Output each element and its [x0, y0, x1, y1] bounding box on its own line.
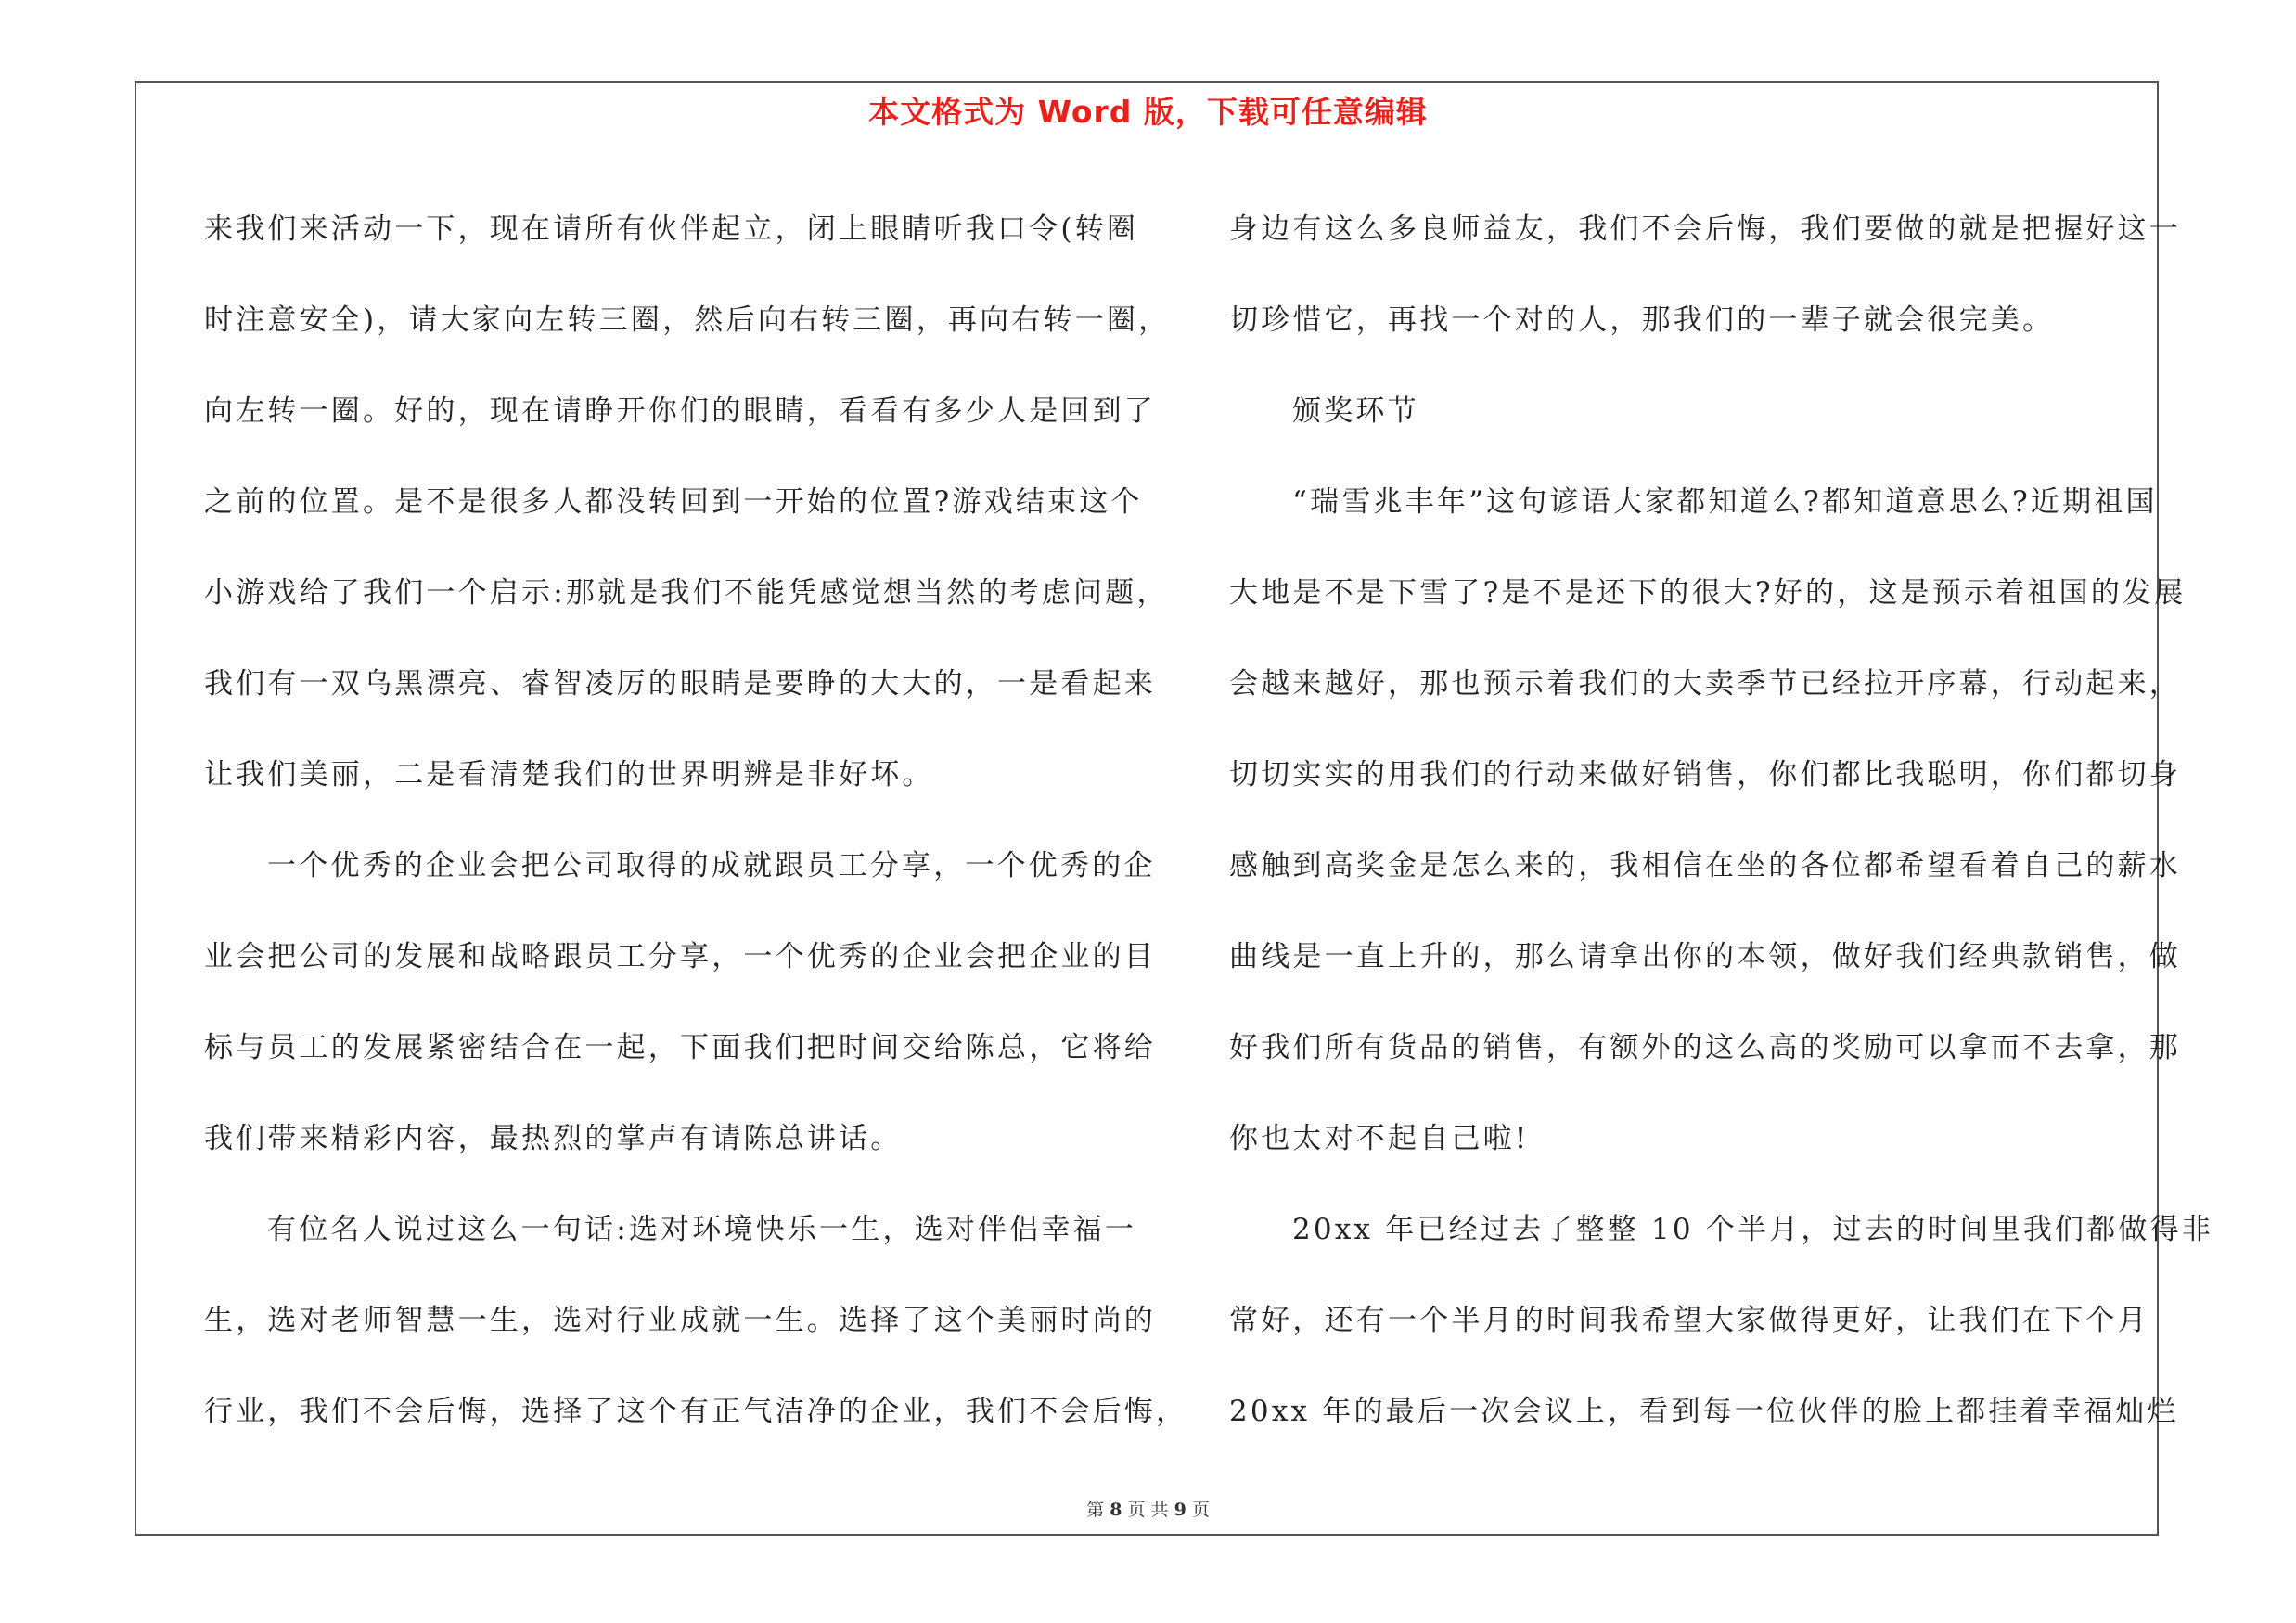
footer-suffix: 页 [1191, 1500, 1210, 1520]
word-format-banner: 本文格式为 Word 版，下载可任意编辑 [868, 94, 1428, 130]
text-line: 切切实实的用我们的行动来做好销售，你们都比我聪明，你们都切身 [1229, 758, 2181, 792]
text-line: 好我们所有货品的销售，有额外的这么高的奖励可以拿而不去拿，那 [1229, 1031, 2181, 1064]
footer-prefix: 第 [1086, 1500, 1105, 1520]
current-page-number: 8 [1110, 1500, 1122, 1520]
text-line: 业会把公司的发展和战略跟员工分享，一个优秀的企业会把企业的目 [204, 940, 1156, 973]
text-line: 20xx 年的最后一次会议上，看到每一位伙伴的脸上都挂着幸福灿烂 [1229, 1395, 2179, 1428]
text-line: 会越来越好，那也预示着我们的大卖季节已经拉开序幕，行动起来， [1229, 667, 2181, 701]
text-line: 切珍惜它，再找一个对的人，那我们的一辈子就会很完美。 [1229, 303, 2055, 337]
text-line: 小游戏给了我们一个启示:那就是我们不能凭感觉想当然的考虑问题， [204, 576, 1169, 610]
text-line: 身边有这么多良师益友，我们不会后悔，我们要做的就是把握好这一 [1229, 213, 2181, 246]
text-line: 感触到高奖金是怎么来的，我相信在坐的各位都希望看着自己的薪水 [1229, 849, 2181, 882]
paragraph-start-line: 20xx 年已经过去了整整 10 个半月，过去的时间里我们都做得非 [1292, 1213, 2214, 1246]
section-heading: 颁奖环节 [1292, 394, 1419, 428]
text-line: 之前的位置。是不是很多人都没转回到一开始的位置?游戏结束这个 [204, 485, 1143, 519]
text-line: 生，选对老师智慧一生，选对行业成就一生。选择了这个美丽时尚的 [204, 1304, 1156, 1337]
text-line: 标与员工的发展紧密结合在一起，下面我们把时间交给陈总，它将给 [204, 1031, 1156, 1064]
paragraph-start-line: 有位名人说过这么一句话:选对环境快乐一生，选对伴侣幸福一 [267, 1213, 1137, 1246]
paragraph-start-line: “瑞雪兆丰年”这句谚语大家都知道么?都知道意思么?近期祖国 [1292, 485, 2158, 519]
text-line: 来我们来活动一下，现在请所有伙伴起立，闭上眼睛听我口令(转圈 [204, 213, 1139, 246]
text-line: 向左转一圈。好的，现在请睁开你们的眼睛，看看有多少人是回到了 [204, 394, 1156, 428]
text-line: 曲线是一直上升的，那么请拿出你的本领，做好我们经典款销售，做 [1229, 940, 2181, 973]
total-page-count: 9 [1174, 1500, 1186, 1520]
text-line: 你也太对不起自己啦! [1229, 1122, 1530, 1155]
paragraph-start-line: 一个优秀的企业会把公司取得的成就跟员工分享，一个优秀的企 [267, 849, 1156, 882]
text-line: 大地是不是下雪了?是不是还下的很大?好的，这是预示着祖国的发展 [1229, 576, 2187, 610]
right-text-column [1229, 184, 2214, 1457]
text-line: 常好，还有一个半月的时间我希望大家做得更好，让我们在下个月 [1229, 1304, 2149, 1337]
text-line: 让我们美丽，二是看清楚我们的世界明辨是非好坏。 [204, 758, 934, 792]
left-text-column [204, 184, 1188, 1457]
text-line: 我们带来精彩内容，最热烈的掌声有请陈总讲话。 [204, 1122, 903, 1155]
page-number-footer [0, 1496, 2296, 1521]
text-line: 时注意安全)，请大家向左转三圈，然后向右转三圈，再向右转一圈， [204, 303, 1171, 337]
text-line: 行业，我们不会后悔，选择了这个有正气洁净的企业，我们不会后悔， [204, 1395, 1188, 1428]
text-line: 我们有一双乌黑漂亮、睿智凌厉的眼睛是要睁的大大的，一是看起来 [204, 667, 1156, 701]
footer-middle: 页 共 [1127, 1500, 1169, 1520]
